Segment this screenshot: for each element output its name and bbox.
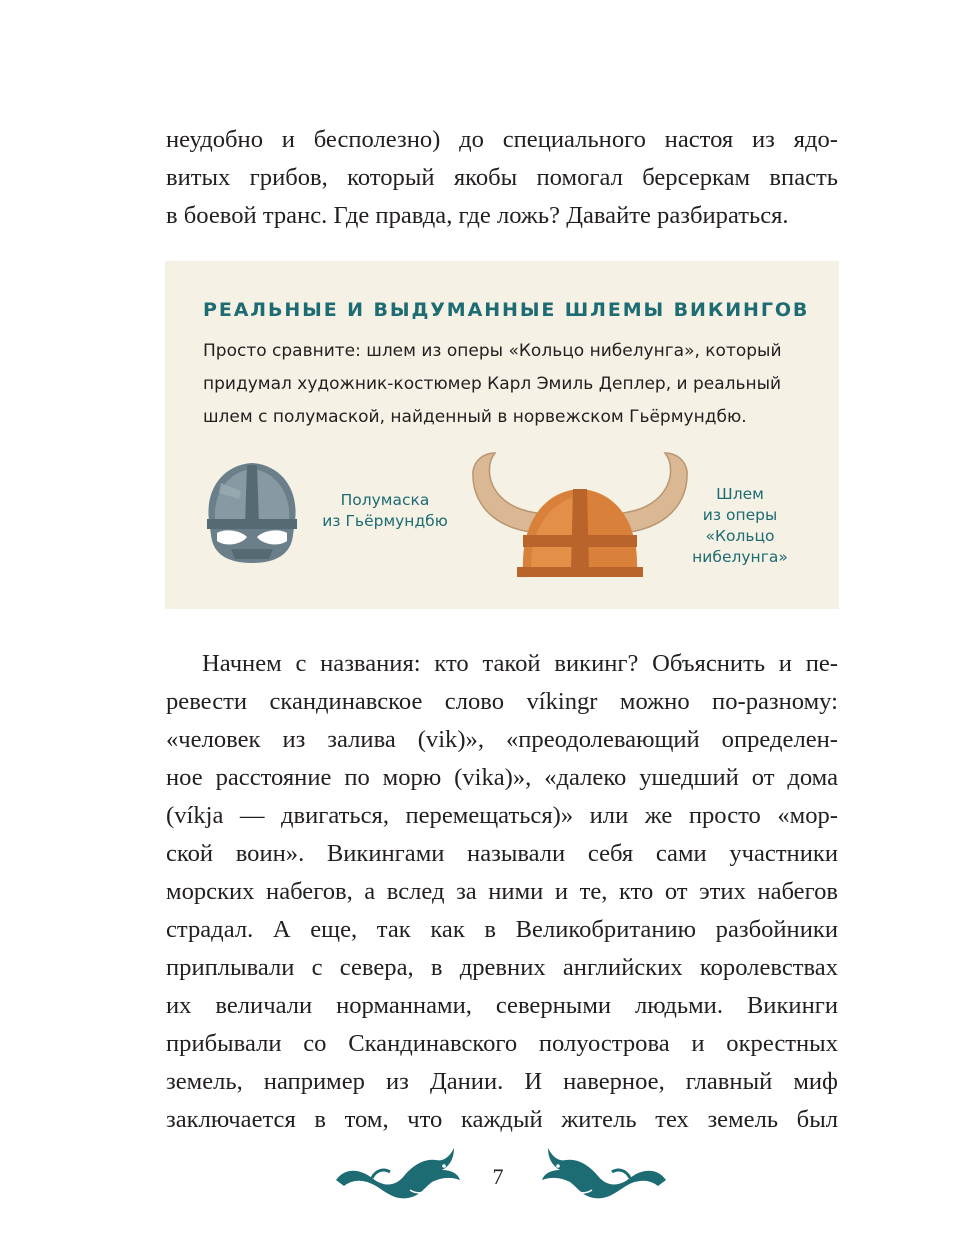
main-paragraph [166,645,838,1139]
left-dragon-ornament [332,1140,462,1202]
intro-paragraph [166,121,838,235]
text-line: их величали норманнами, северными людьми. Викинги [166,992,838,1019]
helmets-sidebar [165,261,839,609]
text-line: страдал. А еще, так как в Великобританию разбойники [166,916,838,943]
text-line: Начнем с названия: кто такой викинг? Объяснить и пе- [202,650,838,677]
text-line: морских набегов, а вслед за ними и те, кто от этих набегов [166,878,838,905]
caption-line: «Кольцо [705,527,775,545]
sidebar-text-line: придумал художник-костюмер Карл Эмиль Деплер, и реальный [203,374,782,394]
text-line: ное расстояние по морю (vika)», «далеко ушедший от дома [166,764,838,791]
text-line: (víkja — двигаться, перемещаться)» или же просто «мор- [166,802,838,829]
text-line: ревести скандинавское слово víkingr можно по-разному: [166,688,838,715]
text-line: земель, например из Дании. И наверное, главный миф [166,1068,838,1095]
caption-line: нибелунга» [692,548,788,566]
sidebar-text-line: Просто сравните: шлем из оперы «Кольцо нибелунга», который [203,341,782,361]
sidebar-text-line: шлем с полумаской, найденный в норвежском Гьёрмундбю. [203,407,747,427]
gjermundbu-helmet-illustration [201,459,303,567]
caption-gjermundbu [305,490,465,532]
right-dragon-ornament [540,1140,670,1202]
page-number: 7 [492,1164,504,1189]
sidebar-title: РЕАЛЬНЫЕ И ВЫДУМАННЫЕ ШЛЕМЫ ВИКИНГОВ [203,299,810,321]
caption-line: Шлем [716,485,764,503]
sidebar-text [203,335,813,434]
text-line: неудобно и бесполезно) до специального настоя из ядо- [166,126,838,153]
text-line: в боевой транс. Где правда, где ложь? Давайте разбираться. [166,202,789,229]
text-line: витых грибов, который якобы помогал берсеркам впасть [166,164,838,191]
caption-line: из оперы [702,506,778,524]
text-line: ской воин». Викингами называли себя сами участники [166,840,838,867]
caption-line: Полумаска [340,491,430,509]
caption-line: из Гьёрмундбю [322,512,448,530]
text-line: заключается в том, что каждый житель тех земель был [166,1106,838,1133]
text-line: прибывали со Скандинавского полуострова и окрестных [166,1030,838,1057]
text-line: приплывали с севера, в древних английских королевствах [166,954,838,981]
text-line: «человек из залива (vik)», «преодолевающий определен- [166,726,838,753]
caption-opera-helmet [655,484,825,568]
